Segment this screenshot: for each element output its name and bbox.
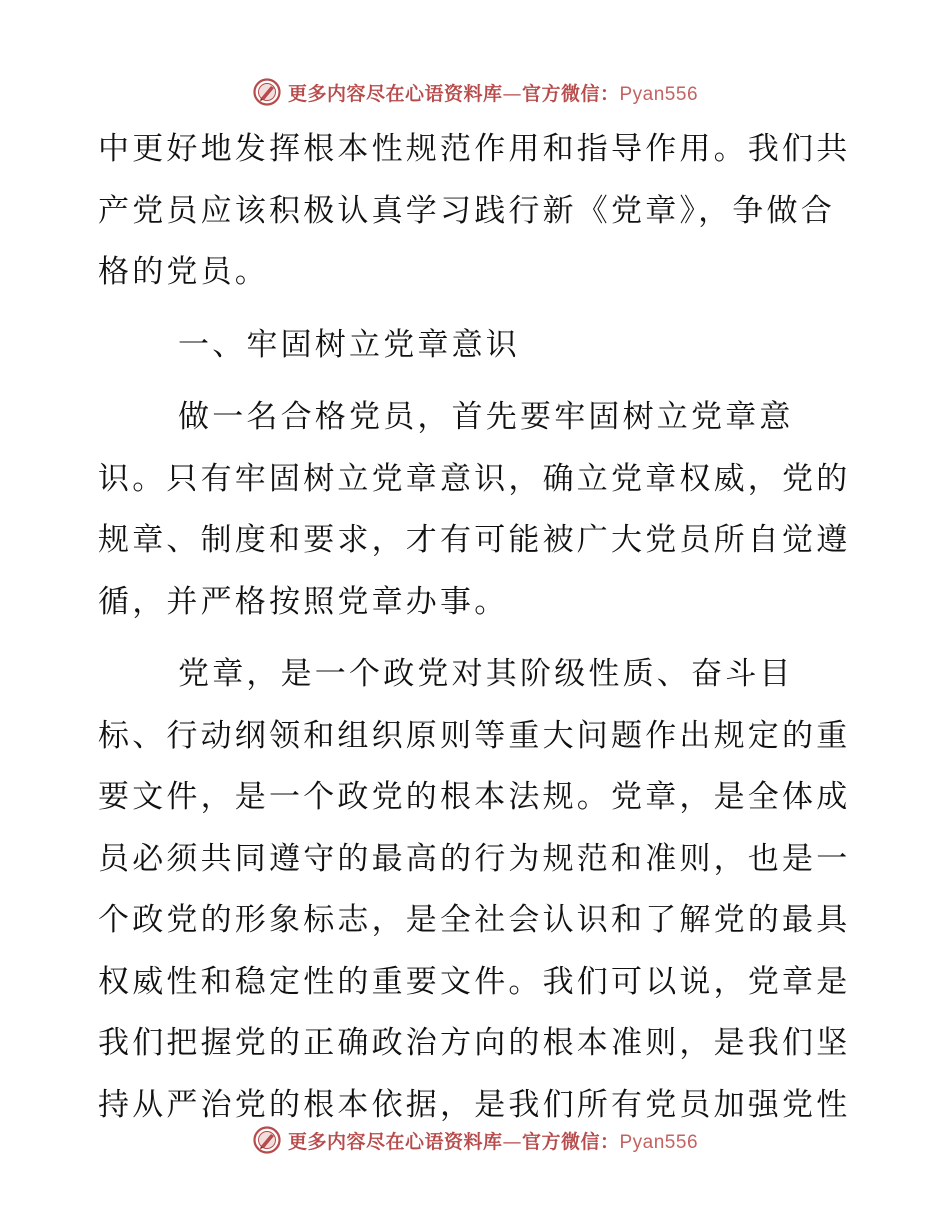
- header-watermark: [0, 74, 950, 110]
- watermark-wechat-id: Pyan556: [619, 1131, 699, 1153]
- watermark-dash: —: [502, 1130, 522, 1153]
- text-line: 持从严治党的根本依据，是我们所有党员加强党性: [98, 1086, 851, 1123]
- heading-line: 一、牢固树立党章意识: [178, 326, 520, 363]
- text-line: 我们把握党的正确政治方向的根本准则，是我们坚: [98, 1025, 851, 1061]
- watermark-wechat-label: 官方微信：: [521, 82, 620, 105]
- seal-pen-logo-icon: [252, 1125, 282, 1155]
- text-line: 做一名合格党员，首先要牢固树立党章意: [178, 399, 794, 435]
- paragraph: [98, 387, 850, 633]
- text-line: 标、行动纲领和组织原则等重大问题作出规定的重: [98, 717, 851, 754]
- footer-watermark: [0, 1122, 950, 1158]
- watermark-wechat-id: Pyan556: [619, 83, 699, 105]
- section-heading: [98, 315, 850, 377]
- document-body: [98, 119, 850, 1136]
- text-line: 识。只有牢固树立党章意识，确立党章权威，党的: [98, 460, 851, 497]
- text-line: 个政党的形象标志，是全社会认识和了解党的最具: [98, 902, 851, 938]
- watermark-brand-text: 更多内容尽在心语资料库: [287, 1130, 503, 1153]
- paragraph: [98, 644, 850, 1136]
- paragraph: [98, 119, 850, 304]
- text-line: 党章，是一个政党对其阶级性质、奋斗目: [178, 656, 794, 692]
- text-line: 规章、制度和要求，才有可能被广大党员所自觉遵: [98, 522, 851, 558]
- watermark-dash: —: [502, 82, 522, 105]
- text-line: 产党员应该积极认真学习践行新《党章》，争做合: [98, 192, 835, 229]
- text-line: 员必须共同遵守的最高的行为规范和准则，也是一: [98, 840, 851, 877]
- text-line: 权威性和稳定性的重要文件。我们可以说，党章是: [98, 963, 851, 1000]
- watermark-wechat-label: 官方微信：: [521, 1130, 620, 1153]
- watermark-brand-text: 更多内容尽在心语资料库: [287, 82, 503, 105]
- seal-pen-logo-icon: [252, 77, 282, 107]
- text-line: 中更好地发挥根本性规范作用和指导作用。我们共: [98, 131, 851, 167]
- text-line: 要文件，是一个政党的根本法规。党章，是全体成: [98, 779, 851, 815]
- text-line: 循，并严格按照党章办事。: [98, 583, 509, 620]
- text-line: 格的党员。: [98, 254, 269, 290]
